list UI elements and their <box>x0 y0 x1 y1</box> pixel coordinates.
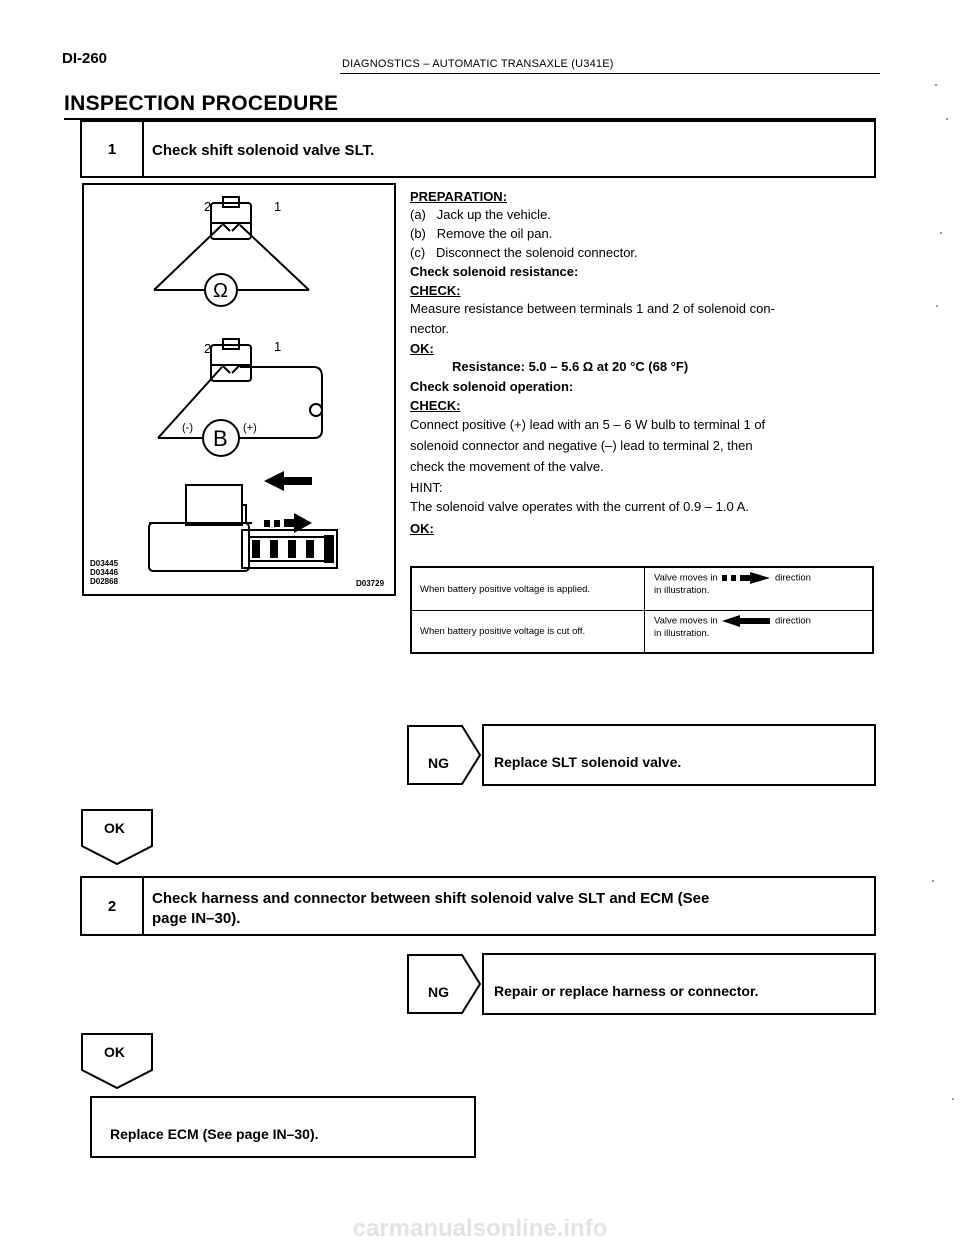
prep-tag: (c) <box>410 245 426 260</box>
fig-terminal-2-top: 2 <box>204 199 212 214</box>
prep-item-b <box>410 225 552 242</box>
ng-result-2-text: Repair or replace harness or connector. <box>494 983 759 999</box>
running-title: DIAGNOSTICS – AUTOMATIC TRANSAXLE (U341E) <box>342 58 614 70</box>
section-title: INSPECTION PROCEDURE <box>64 92 339 115</box>
prep-tag: (a) <box>410 207 426 222</box>
ok-table <box>410 566 874 654</box>
final-action-text: Replace ECM (See page IN–30). <box>110 1126 319 1142</box>
battery-plus: (+) <box>243 422 257 434</box>
figure-code: D03446 <box>90 568 119 577</box>
check-label-1: CHECK: <box>410 283 461 298</box>
ok-label-1: OK: <box>410 341 434 356</box>
step-2-title-line2: page IN–30). <box>152 910 241 927</box>
ok-tag-1 <box>80 808 154 866</box>
ok-tag-2-label: OK <box>104 1044 125 1060</box>
check-text-2a: Connect positive (+) lead with an 5 – 6 W bulb to terminal 1 of <box>410 417 766 432</box>
preparation-label: PREPARATION: <box>410 189 508 204</box>
step-2-title-line1: Check harness and connector between shift solenoid valve SLT and ECM (See <box>152 890 710 907</box>
dashed-arrow-right-icon <box>720 572 772 584</box>
ohm-symbol: Ω <box>213 280 228 302</box>
ng-result-1-text: Replace SLT solenoid valve. <box>494 754 682 770</box>
figure-code: D02868 <box>90 577 119 586</box>
table-row-2-result <box>654 615 870 640</box>
table-row-1-result <box>654 572 870 597</box>
table-row-1-condition: When battery positive voltage is applied. <box>420 583 591 595</box>
result-text-b: direction <box>775 615 811 627</box>
header-rule <box>340 73 880 74</box>
prep-tag: (b) <box>410 226 426 241</box>
margin-speck <box>932 880 934 882</box>
prep-text: Remove the oil pan. <box>436 226 553 241</box>
resistance-value: Resistance: 5.0 – 5.6 Ω at 20 °C (68 °F) <box>452 359 689 374</box>
page-number: DI-260 <box>62 50 108 67</box>
resistance-heading: Check solenoid resistance: <box>410 264 579 279</box>
result-text-a: Valve moves in <box>654 615 718 627</box>
prep-item-c <box>410 244 638 261</box>
ng-tag-2-label: NG <box>428 984 449 1000</box>
figure-code-right: D03729 <box>356 579 385 588</box>
watermark: carmanualsonline.info <box>352 1215 608 1242</box>
ok-tag-1-label: OK <box>104 820 125 836</box>
ng-tag-1-label: NG <box>428 755 449 771</box>
check-text-1b: nector. <box>410 321 450 336</box>
hint-text: The solenoid valve operates with the current of 0.9 – 1.0 A. <box>410 499 749 514</box>
step-2-box <box>80 876 876 936</box>
check-text-1a: Measure resistance between terminals 1 and 2 of solenoid con- <box>410 301 775 316</box>
step-2-number: 2 <box>82 878 144 934</box>
result-text-a: Valve moves in <box>654 572 718 584</box>
result-text-b: direction <box>775 572 811 584</box>
battery-minus: (-) <box>182 422 193 434</box>
prep-item-a <box>410 206 551 223</box>
ok-tag-2 <box>80 1032 154 1090</box>
operation-heading: Check solenoid operation: <box>410 379 574 394</box>
prep-text: Jack up the vehicle. <box>436 207 551 222</box>
hint-label: HINT: <box>410 480 443 495</box>
check-text-2c: check the movement of the valve. <box>410 459 604 474</box>
margin-speck <box>940 232 942 234</box>
solid-arrow-left-icon <box>720 615 772 627</box>
ng-result-1-box <box>482 724 876 786</box>
check-label-2: CHECK: <box>410 398 461 413</box>
table-divider <box>644 568 645 652</box>
final-action-box <box>90 1096 476 1158</box>
margin-speck <box>946 118 948 120</box>
margin-speck <box>936 305 938 307</box>
fig-terminal-1-top: 1 <box>274 199 282 214</box>
result-text-c: in illustration. <box>654 627 710 639</box>
solenoid-diagram <box>84 185 394 594</box>
step-1-box <box>80 120 876 178</box>
figure-codes <box>90 559 118 586</box>
result-text-c: in illustration. <box>654 584 710 596</box>
prep-text: Disconnect the solenoid connector. <box>436 245 638 260</box>
solenoid-figure <box>82 183 396 596</box>
ng-result-2-box <box>482 953 876 1015</box>
figure-code: D03445 <box>90 559 119 568</box>
battery-label: B <box>213 426 228 451</box>
margin-speck <box>935 84 937 86</box>
check-text-2b: solenoid connector and negative (–) lead to terminal 2, then <box>410 438 753 453</box>
margin-speck <box>952 1098 954 1100</box>
step-1-title: Check shift solenoid valve SLT. <box>152 142 375 159</box>
fig-terminal-1-bottom: 1 <box>274 339 282 354</box>
table-row-2-condition: When battery positive voltage is cut off. <box>420 625 586 637</box>
fig-terminal-2-bottom: 2 <box>204 341 212 356</box>
step-1-number: 1 <box>82 122 144 176</box>
ok-label-2: OK: <box>410 521 434 536</box>
